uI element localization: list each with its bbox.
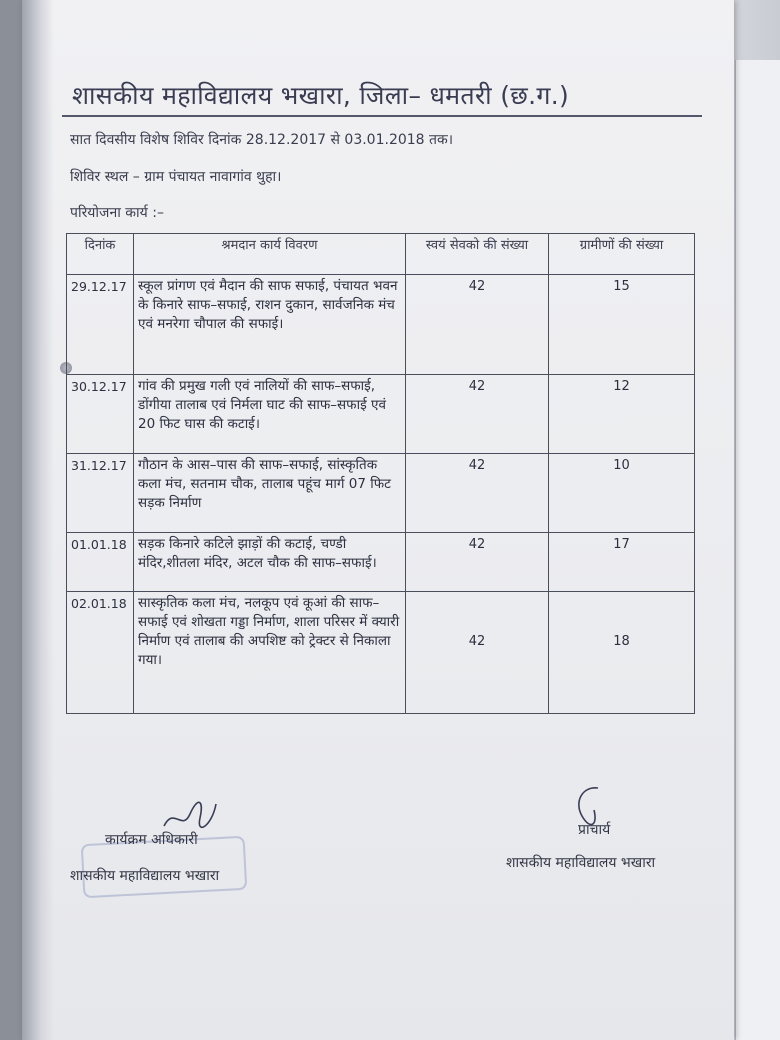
table-row: [67, 592, 695, 714]
program-officer-org: शासकीय महाविद्यालय भखारा: [70, 868, 220, 884]
work-details-table: [66, 233, 695, 714]
column-header-date: दिनांक: [67, 234, 134, 275]
principal-title: प्राचार्य: [578, 822, 611, 838]
row-date: 01.01.18: [67, 533, 134, 592]
row-villagers: 17: [549, 533, 695, 592]
row-description: गौठान के आस–पास की साफ–सफाई, सांस्कृतिक कला मंच, सतनाम चौक, तालाब पहूंच मार्ग 07 फिट सड़क निर्माण: [134, 454, 406, 533]
page-binding-shadow: [22, 0, 54, 1040]
table-header-row: [67, 234, 695, 275]
row-villagers: 15: [549, 275, 695, 375]
column-header-volunteers: स्वयं सेवको की संख्या: [406, 234, 549, 275]
row-date: 30.12.17: [67, 375, 134, 454]
row-description: गांव की प्रमुख गली एवं नालियों की साफ–सफाई, डोंगीया तालाब एवं निर्मला घाट की साफ–सफाई एवं 20 फिट घास की कटाई।: [134, 375, 406, 454]
row-description: सड़क किनारे कटिले झाड़ों की कटाई, चण्डी मंदिर,शीतला मंदिर, अटल चौक की साफ–सफाई।: [134, 533, 406, 592]
row-date: 29.12.17: [67, 275, 134, 375]
table-row: [67, 454, 695, 533]
title-underline: [62, 115, 702, 117]
principal-org: शासकीय महाविद्यालय भखारा: [506, 855, 656, 871]
background-paper-sheet: [735, 60, 780, 1040]
column-header-description: श्रमदान कार्य विवरण: [134, 234, 406, 275]
program-officer-title: कार्यक्रम अधिकारी: [105, 832, 198, 848]
camp-dates-line: सात दिवसीय विशेष शिविर दिनांक 28.12.2017 से 03.01.2018 तक।: [70, 132, 454, 148]
row-villagers: 10: [549, 454, 695, 533]
page-title: शासकीय महाविद्यालय भखारा, जिला– धमतरी (छ.ग.): [72, 81, 570, 110]
table-row: [67, 533, 695, 592]
column-header-villagers: ग्रामीणों की संख्या: [549, 234, 695, 275]
row-volunteers: 42: [406, 533, 549, 592]
row-description: सास्कृतिक कला मंच, नलकूप एवं कूआं की साफ–सफाई एवं शोखता गड्डा निर्माण, शाला परिसर में क्यारी निर्माण एवं तालाब की अपशिष्ट को ट्रेक्टर से निकाला गया।: [134, 592, 406, 714]
row-date: 02.01.18: [67, 592, 134, 714]
row-villagers: 18: [549, 592, 695, 714]
row-volunteers: 42: [406, 592, 549, 714]
project-work-label: परियोजना कार्य :–: [70, 205, 164, 221]
row-volunteers: 42: [406, 454, 549, 533]
row-villagers: 12: [549, 375, 695, 454]
row-volunteers: 42: [406, 275, 549, 375]
row-description: स्कूल प्रांगण एवं मैदान की साफ सफाई, पंचायत भवन के किनारे साफ–सफाई, राशन दुकान, सार्वजनिक मंच एवं मनरेगा चौपाल की सफाई।: [134, 275, 406, 375]
table-row: [67, 375, 695, 454]
row-date: 31.12.17: [67, 454, 134, 533]
camp-venue-line: शिविर स्थल – ग्राम पंचायत नावागांव थुहा।: [70, 169, 282, 185]
row-volunteers: 42: [406, 375, 549, 454]
table-row: [67, 275, 695, 375]
